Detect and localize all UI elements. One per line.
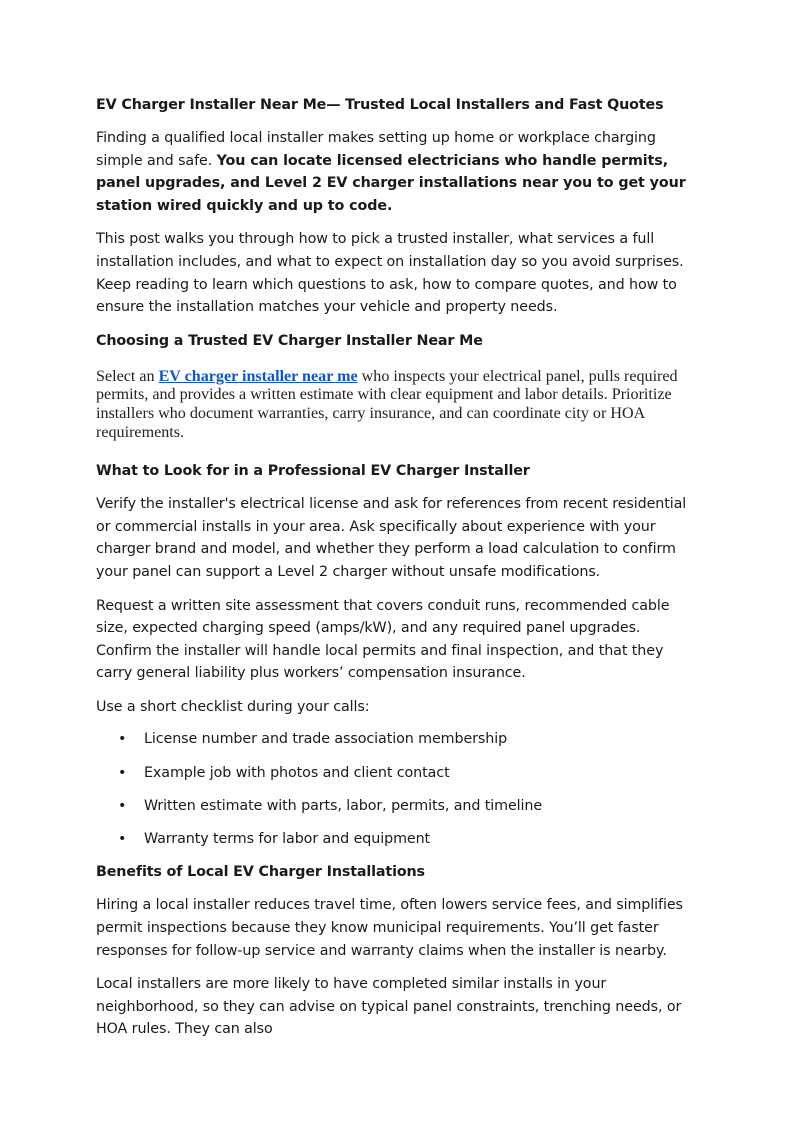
list-item-text: License number and trade association membership (144, 731, 508, 748)
list-item-text: Warranty terms for labor and equipment (144, 830, 431, 847)
installer-near-me-link[interactable]: EV charger installer near me (158, 367, 358, 385)
look-for-paragraph-1: Verify the installer's electrical license and ask for references from recent residential or commercial installs in your area. Ask specifically about experience with your charger brand and model, and whether they perform a load calculation to confirm your panel can support a Level 2 charger without unsafe modifications. (96, 496, 687, 580)
checklist (96, 728, 700, 850)
choosing-post-link: who inspects your electrical panel, pulls required permits, and provides a written estimate with clear equipment and labor details. Prioritize installers who document warranties, carry insurance, and can coordinate city or HOA requirements. (96, 367, 678, 441)
bullet-icon: • (118, 797, 127, 814)
look-for-paragraph-2: Request a written site assessment that covers conduit runs, recommended cable size, expected charging speed (amps/kW), and any required panel upgrades. Confirm the installer will handle local permits and final inspection, and that they carry general liability plus workers’ compensation insurance. (96, 597, 670, 682)
list-item (96, 828, 700, 851)
checklist-intro: Use a short checklist during your calls: (96, 698, 370, 715)
benefits-paragraph-1: Hiring a local installer reduces travel time, often lowers service fees, and simplifies permit inspections because they know municipal requirements. You’ll get faster responses for follow-up service and warranty claims when the installer is nearby. (96, 897, 683, 959)
list-item-text: Written estimate with parts, labor, permits, and timeline (144, 797, 543, 814)
page-title: EV Charger Installer Near Me— Trusted Local Installers and Fast Quotes (96, 97, 664, 113)
choosing-paragraph (96, 368, 700, 442)
intro-paragraph (96, 127, 700, 217)
bullet-icon: • (118, 731, 127, 748)
overview-paragraph: This post walks you through how to pick a trusted installer, what services a full installation includes, and what to expect on installation day so you avoid surprises. Keep reading to learn which questions to ask, how to compare quotes, and how to ensure the installation matches your vehicle and property needs. (96, 231, 684, 316)
section-heading-benefits: Benefits of Local EV Charger Installations (96, 864, 425, 881)
benefits-paragraph-2: Local installers are more likely to have completed similar installs in your neighborhood, so they can advise on typical panel constraints, trenching needs, or HOA rules. They can also (96, 976, 682, 1038)
intro-text: Finding a qualified local installer makes setting up home or workplace charging simple and safe. (96, 130, 656, 169)
intro-bold-text: You can locate licensed electricians who handle permits, panel upgrades, and Level 2 EV charger installations near you to get your station wired quickly and up to code. (96, 152, 686, 214)
document-page (96, 94, 700, 1041)
bullet-icon: • (118, 830, 127, 847)
list-item (96, 728, 700, 751)
list-item (96, 762, 700, 785)
bullet-icon: • (118, 764, 127, 781)
list-item-text: Example job with photos and client contact (144, 764, 450, 781)
choosing-pre-link: Select an (96, 367, 159, 385)
section-heading-look-for: What to Look for in a Professional EV Charger Installer (96, 463, 530, 480)
list-item (96, 795, 700, 818)
section-heading-choosing: Choosing a Trusted EV Charger Installer Near Me (96, 332, 483, 349)
